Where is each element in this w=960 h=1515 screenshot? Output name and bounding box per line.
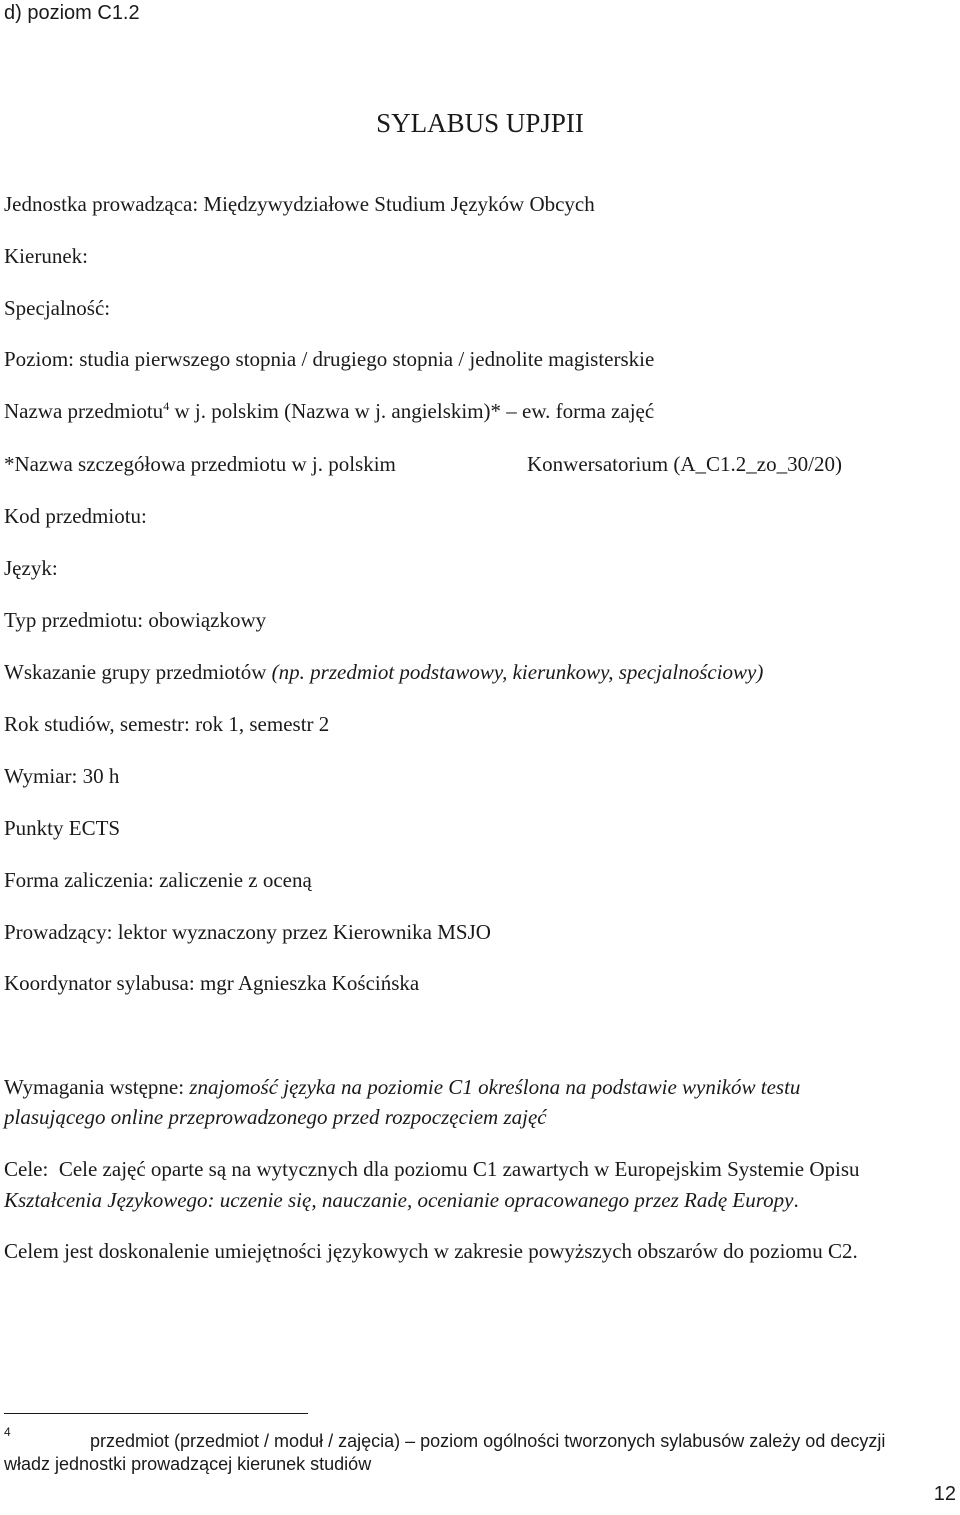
prerequisites-text-1: znajomość języka na poziomie C1 określona na podstawie wyników testu xyxy=(189,1075,801,1099)
course-group-note: (np. przedmiot podstawowy, kierunkowy, specjalnościowy) xyxy=(271,660,764,684)
prerequisites-label: Wymagania wstępne: xyxy=(4,1075,190,1099)
course-name-label: Nazwa przedmiotu xyxy=(4,399,164,423)
footnote-line-1: przedmiot (przedmiot / moduł / zajęcia) – poziom ogólności tworzonych sylabusów zależy od decyzji xyxy=(90,1431,886,1451)
course-group-field xyxy=(4,659,763,685)
course-name-field xyxy=(4,398,654,424)
page-number: 12 xyxy=(933,1483,956,1505)
prerequisites-line-1 xyxy=(4,1074,800,1100)
footnote-separator xyxy=(4,1413,308,1414)
language-field: Język: xyxy=(4,556,58,580)
unit-field: Jednostka prowadząca: Międzywydziałowe Studium Języków Obcych xyxy=(4,192,595,216)
level-field: Poziom: studia pierwszego stopnia / drugiego stopnia / jednolite magisterskie xyxy=(4,347,655,371)
header-note: d) poziom C1.2 xyxy=(4,2,140,24)
specialty-field: Specjalność: xyxy=(4,296,111,320)
goals-line-1 xyxy=(4,1156,860,1182)
goals-line-2 xyxy=(4,1187,799,1213)
page-title: SYLABUS UPJPII xyxy=(376,108,584,138)
course-type-field: Typ przedmiotu: obowiązkowy xyxy=(4,608,267,632)
goals-text-1: Cele zajęć oparte są na wytycznych dla poziomu C1 zawartych w Europejskim Systemie Opisu xyxy=(48,1157,860,1181)
detailed-name-label: *Nazwa szczegółowa przedmiotu w j. polskim xyxy=(4,452,396,476)
footnote-ref: 4 xyxy=(163,399,170,413)
prerequisites-line-2: plasującego online przeprowadzonego przed rozpoczęciem zajęć xyxy=(4,1105,547,1129)
course-group-label: Wskazanie grupy przedmiotów xyxy=(4,660,272,684)
assessment-field: Forma zaliczenia: zaliczenie z oceną xyxy=(4,868,312,892)
footnote-line-2: władz jednostki prowadzącej kierunek studiów xyxy=(4,1454,372,1474)
goals-text-2-end: . xyxy=(793,1188,799,1212)
course-name-rest: w j. polskim (Nazwa w j. angielskim)* – ew. forma zajęć xyxy=(169,399,655,423)
ects-field: Punkty ECTS xyxy=(4,816,121,840)
goals-line-3: Celem jest doskonalenie umiejętności językowych w zakresie powyższych obszarów do poziomu C2. xyxy=(4,1239,858,1263)
detailed-name-value: Konwersatorium (A_C1.2_zo_30/20) xyxy=(527,452,842,476)
goals-text-2: Kształcenia Językowego: uczenie się, nauczanie, ocenianie opracowanego przez Radę Europy xyxy=(4,1188,794,1212)
goals-label: Cele: xyxy=(4,1157,49,1181)
lecturer-field: Prowadzący: lektor wyznaczony przez Kierownika MSJO xyxy=(4,920,491,944)
footnote-mark: 4 xyxy=(4,1425,11,1439)
field-of-study: Kierunek: xyxy=(4,244,88,268)
year-semester-field: Rok studiów, semestr: rok 1, semestr 2 xyxy=(4,712,330,736)
detailed-name-field xyxy=(4,451,956,477)
hours-field: Wymiar: 30 h xyxy=(4,764,120,788)
coordinator-field: Koordynator sylabusa: mgr Agnieszka Kościńska xyxy=(4,971,420,995)
footnote-number xyxy=(4,1424,11,1450)
course-code-field: Kod przedmiotu: xyxy=(4,504,147,528)
